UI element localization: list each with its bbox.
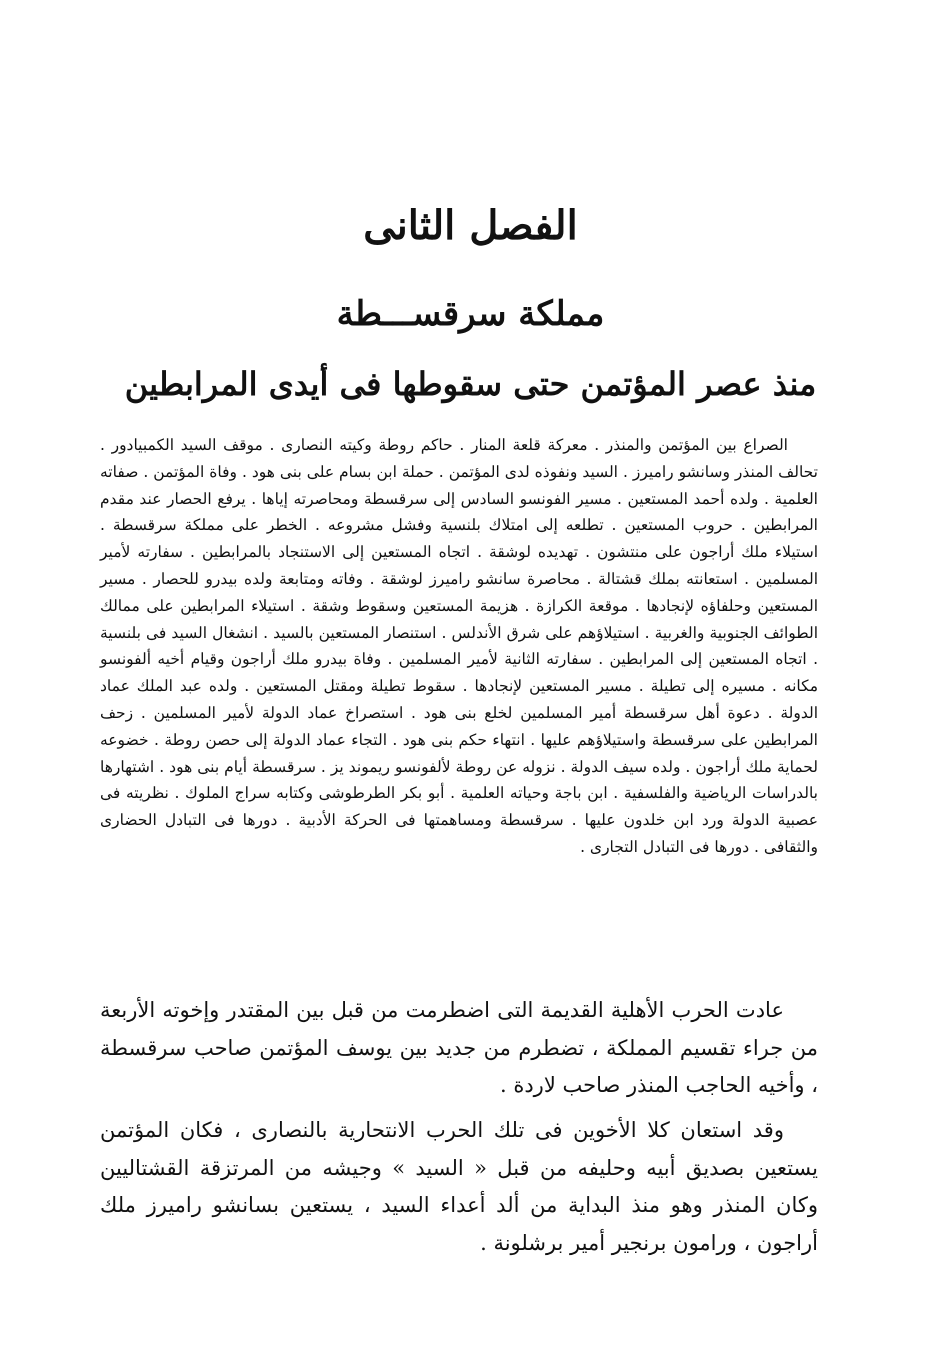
kingdom-title: مملكة سرقســـطة — [336, 294, 605, 334]
body-paragraph: وقد استعان كلا الأخوين فى تلك الحرب الانتحارية بالنصارى ، فكان المؤتمن يستعين بصديق أبيه وحليفه من قبل « السيد » وجيشه من المرتزقة القشتاليين وكان المنذر وهو منذ البداية من ألد أعداء السيد ، يستعين بسانشو راميرز ملك أراجون ، ورامون برنجير أمير برشلونة . — [100, 1118, 818, 1255]
body-paragraph: عادت الحرب الأهلية القديمة التى اضطرمت من قبل بين المقتدر وإخوته الأربعة من جراء تقسيم المملكة ، تضطرم من جديد بين يوسف المؤتمن صاحب سرقسطة ، وأخيه الحاجب المنذر صاحب لاردة . — [100, 998, 818, 1097]
chapter-summary: الصراع بين المؤتمن والمنذر . معركة قلعة المنار . حاكم روطة وكيته النصارى . موقف السيد الكمبيادور . تحالف المنذر وسانشو راميرز . السيد ونفوذه لدى المؤتمن . حملة ابن بسام على بنى هود . وفاة المؤتمن . صفاته العلمية . ولده أحمد المستعين . مسير الفونسو السادس إلى سرقسطة ومحاصرته إياها . يرفع الحصار عند مقدم المرابطين . حروب المستعين . تطلعه إلى امتلاك بلنسية وفشل مشروعه . الخطر على مملكة سرقسطة . استيلاء ملك أراجون على منتشون . تهديده لوشقة . اتجاه المستعين إلى الاستنجاد بالمرابطين . سفارته لأمير المسلمين . استعانته بملك قشتالة . محاصرة سانشو راميرز لوشقة . وفاته ومتابعة ولده بيدرو للحصار . مسير المستعين وحلفاؤه لإنجادها . موقعة الكرازة . هزيمة المستعين وسقوط وشقة . استيلاء المرابطين على ممالك الطوائف الجنوبية والغربية . استيلاؤهم على شرق الأندلس . استنصار المستعين بالسيد . انشغال السيد فى بلنسية . اتجاه المستعين إلى المرابطين . سفارته الثانية لأمير المسلمين . وفاة بيدرو ملك أراجون وقيام أخيه ألفونسو مكانه . مسيره إلى تطيلة . مسير المستعين لإنجادها . سقوط تطيلة ومقتل المستعين . ولده عبد الملك عماد الدولة . دعوة أهل سرقسطة أمير المسلمين لخلع بنى هود . استصراخ عماد الدولة لأمير المسلمين . زحف المرابطين على سرقسطة واستيلاؤهم عليها . انتهاء حكم بنى هود . التجاء عماد الدولة إلى حصن روطة . خضوعه لحماية ملك أراجون . ولده سيف الدولة . نزوله عن روطة لألفونسو ريموند يز . سرقسطة أيام بنى هود . اشتهارها بالدراسات الرياضية والفلسفية . ابن باجة وحياته العلمية . أبو بكر الطرطوشى وكتابه سراج الملوك . نظريته فى عصبية الدولة ورد ابن خلدون عليها . سرقسطة ومساهمتها فى الحركة الأدبية . دورها فى التبادل الحضارى والثقافى . دورها فى التبادل التجارى . — [100, 436, 818, 856]
chapter-subtitle: منذ عصر المؤتمن حتى سقوطها فى أيدى المرابطين — [124, 365, 817, 403]
chapter-title: الفصل الثانى — [363, 202, 578, 249]
